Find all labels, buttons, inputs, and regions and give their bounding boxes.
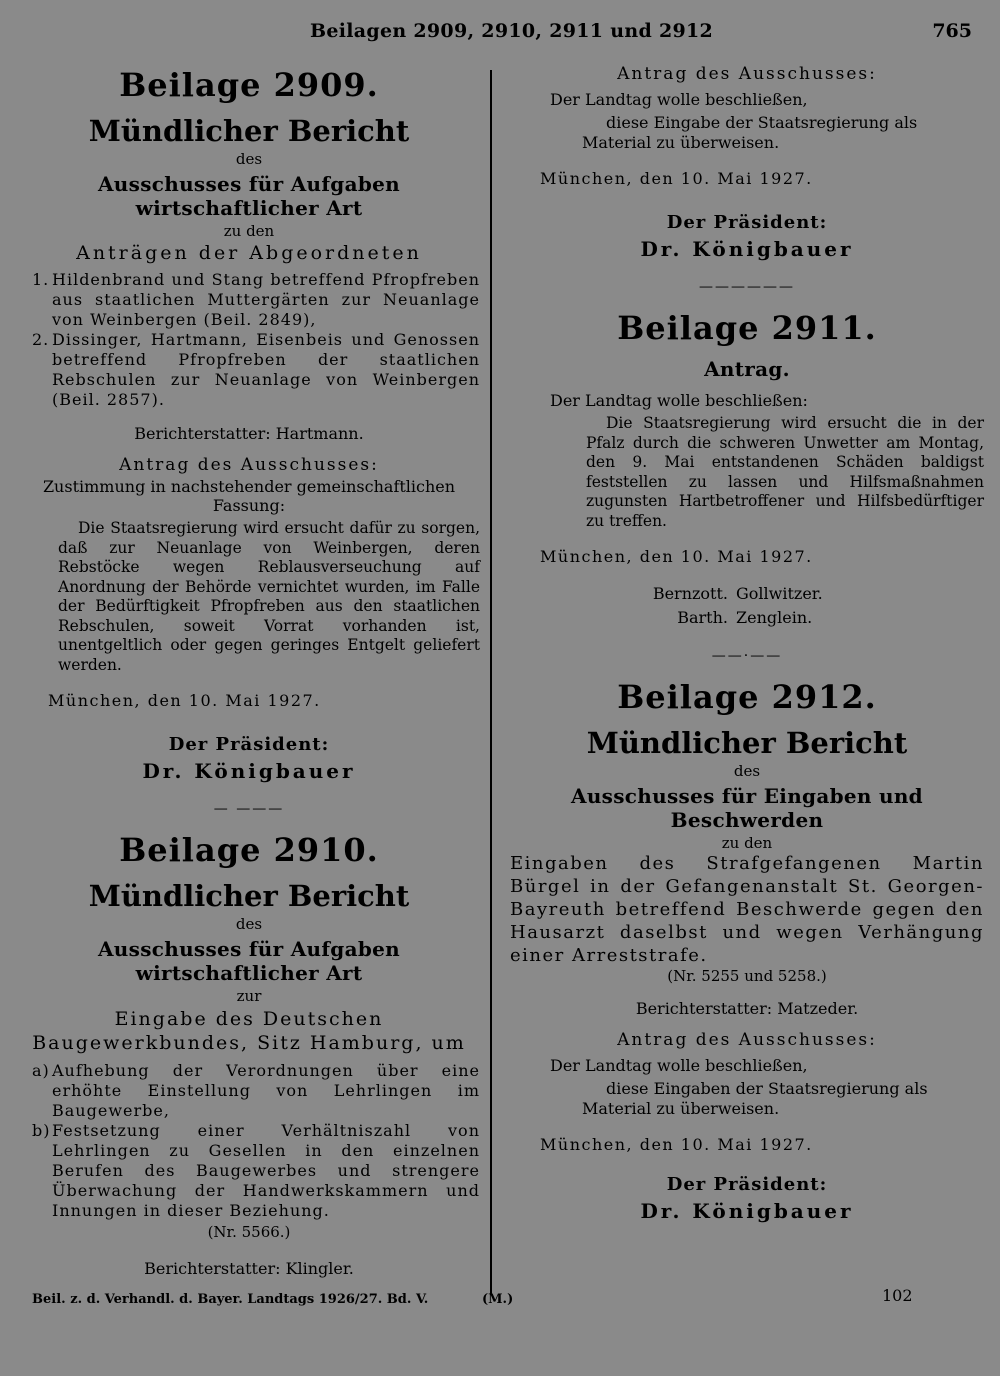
date-line: München, den 10. Mai 1927. [540,169,813,188]
list-item [18,1061,480,1121]
reporter-line: Berichterstatter: Hartmann. [134,424,364,443]
beilage-2909 [18,66,480,783]
right-column [510,62,984,1223]
committee-name: Ausschusses für Eingaben und Beschwerden [571,784,923,832]
report-title: Mündlicher Bericht [88,879,410,913]
report-title: Mündlicher Bericht [88,114,410,148]
beilage-heading: Beilage 2912. [617,678,877,716]
item-number: a) [32,1061,50,1080]
president-label: Der Präsident: [666,212,828,233]
page-number: 765 [932,20,972,42]
motion-heading: Antrag des Ausschusses: [617,1030,877,1050]
footer-source: Beil. z. d. Verhandl. d. Bayer. Landtags 1926/27. Bd. V. [32,1292,429,1307]
list-item [18,1121,480,1221]
signatories [510,582,984,630]
beilage-heading: Beilage 2910. [119,831,379,869]
section-separator: —————— [699,279,795,295]
running-title: Beilagen 2909, 2910, 2911 und 2912 [310,20,714,42]
resolution-text: diese Eingabe der Staatsregierung als Material zu überweisen. [582,113,918,152]
subject-line: Anträgen der Abgeordneten [76,242,422,264]
zu-den-label: zu den [721,834,773,852]
beilage-heading: Beilage 2911. [617,309,877,347]
page-footer [0,1286,1000,1316]
left-column [18,62,480,1278]
beilage-2912 [510,678,984,1223]
president-label: Der Präsident: [666,1174,828,1195]
zur-label: zur [236,987,262,1005]
landtag-line: Der Landtag wolle beschließen, [550,1056,808,1075]
footer-mark: (M.) [482,1292,514,1307]
motion-heading: Antrag des Ausschusses: [119,455,379,475]
list-item [18,270,480,330]
beilage-2910-continued [510,64,984,261]
des-label: des [733,762,761,780]
page-header [0,18,1000,48]
landtag-line: Der Landtag wolle beschließen: [550,391,808,410]
report-title: Mündlicher Bericht [586,726,908,760]
resolution-text: Die Staatsregierung wird ersucht dafür zu sorgen, daß zur Neuanlage von Weinbergen, deren Rebstöcke wegen Reblausverseuchung auf Anordnung der Behörde vernichtet wurden, im Falle der Bedürftigkeit Pfropfreben aus den staatlichen Rebschulen, soweit Vorrat vorhanden ist, unentgeltlich oder gegen geringes Entgelt geliefert werden. [58,519,480,674]
item-number: 2. [32,330,50,349]
landtag-line: Der Landtag wolle beschließen, [550,90,808,109]
signature: Barth. [677,608,728,627]
motion-heading: Antrag des Ausschusses: [617,64,877,84]
item-text: Hildenbrand und Stang betreffend Pfropfreben aus staatlichen Muttergärten zur Neuanlage von Weinbergen (Beil. 2849), [52,270,480,329]
des-label: des [235,150,263,168]
item-number: 1. [32,270,50,289]
des-label: des [235,915,263,933]
signature-row [510,582,984,606]
section-separator: ——·—— [711,648,783,664]
date-line: München, den 10. Mai 1927. [540,1135,813,1154]
signature-row [510,606,984,630]
reference-number: (Nr. 5255 und 5258.) [667,967,827,985]
resolution-text: diese Eingaben der Staatsregierung als Material zu überweisen. [582,1079,928,1118]
president-name: Dr. Königbauer [640,237,854,261]
beilage-2911 [510,309,984,630]
signature: Bernzott. [652,584,728,603]
item-text: Festsetzung einer Verhältniszahl von Lehrlingen zu Gesellen in den einzelnen Berufen des Baugewerbes und strengere Überwachung der Handwerkskammern und Innungen in dieser Beziehung. [52,1121,480,1220]
column-divider [490,70,492,1295]
list-item [18,330,480,410]
section-separator: — ——— [213,801,285,817]
president-name: Dr. Königbauer [142,759,356,783]
approval-line: Zustimmung in nachstehender gemeinschaftlichen Fassung: [42,477,456,515]
footer-sheet-number: 102 [882,1286,913,1305]
date-line: München, den 10. Mai 1927. [48,691,321,710]
reporter-line: Berichterstatter: Klingler. [144,1259,354,1278]
item-text: Aufhebung der Verordnungen über eine erhöhte Einstellung von Lehrlingen im Baugewerbe, [52,1061,480,1120]
signature: Zenglein. [736,608,813,627]
beilage-2910 [18,831,480,1278]
reference-number: (Nr. 5566.) [207,1223,291,1241]
beilage-heading: Beilage 2909. [119,66,379,104]
document-type: Antrag. [704,357,790,381]
reporter-line: Berichterstatter: Matzeder. [635,999,859,1018]
president-label: Der Präsident: [168,734,330,755]
zu-den-label: zu den [223,222,275,240]
president-name: Dr. Königbauer [640,1199,854,1223]
motion-text: Die Staatsregierung wird ersucht die in der Pfalz durch die schweren Unwetter am Montag, den 9. Mai entstandenen Schäden baldigst feststellen zu lassen und Hilfsmaßnahmen zugunsten Hartbetroffener und Hilfsbedürftiger zu treffen. [586,414,984,530]
date-line: München, den 10. Mai 1927. [540,547,813,566]
signature: Gollwitzer. [736,584,823,603]
committee-name: Ausschusses für Aufgaben wirtschaftlicher Art [97,937,400,985]
committee-name: Ausschusses für Aufgaben wirtschaftlicher Art [97,172,400,220]
item-number: b) [32,1121,51,1140]
subject-text: Eingaben des Strafgefangenen Martin Bürgel in der Gefangenanstalt St. Georgen-Bayreuth betreffend Beschwerde gegen den Hausarzt daselbst und wegen Verhängung einer Arreststrafe. [510,853,984,966]
item-text: Dissinger, Hartmann, Eisenbeis und Genossen betreffend Pfropfreben der staatlichen Rebschulen zur Neuanlage von Weinbergen (Beil. 2857). [52,330,480,409]
subject-line: Eingabe des Deutschen Baugewerkbundes, Sitz Hamburg, um [32,1008,466,1054]
